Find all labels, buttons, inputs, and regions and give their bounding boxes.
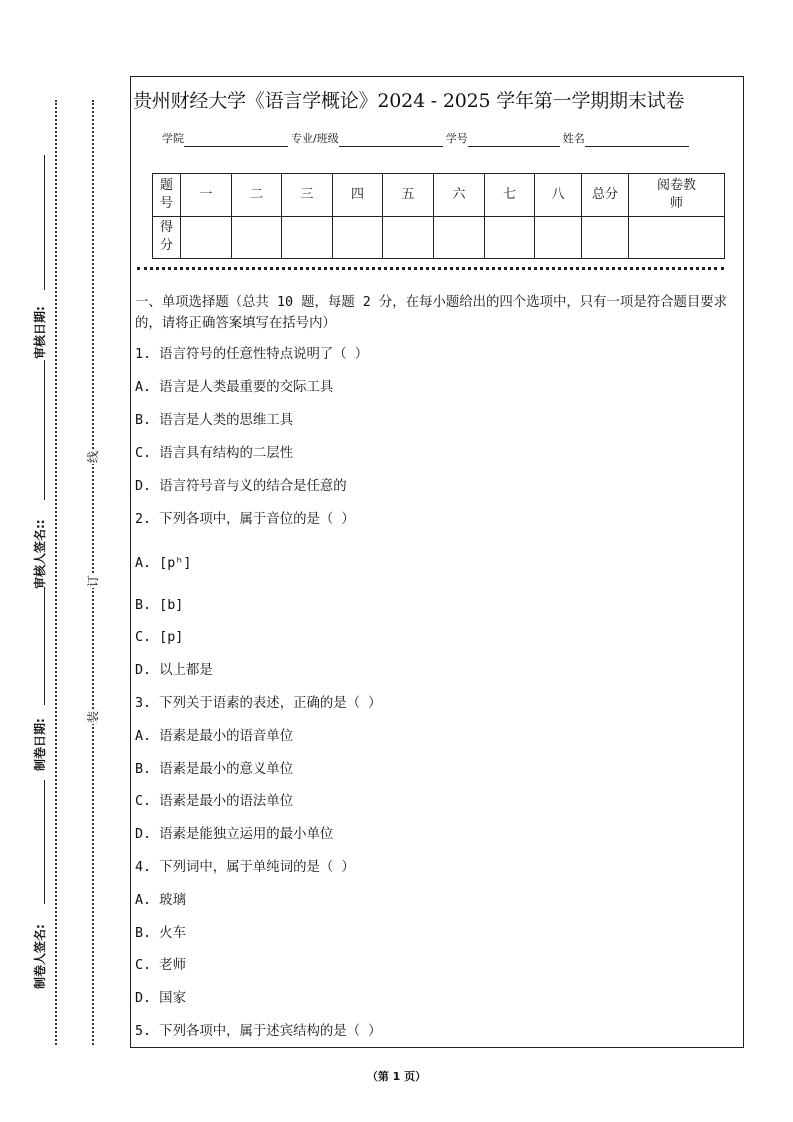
score-col-total: 总分 xyxy=(582,174,629,217)
question-3-option-c: C. 语素是最小的语法单位 xyxy=(135,794,294,809)
score-cell[interactable] xyxy=(629,216,725,259)
question-2-option-c: C. [p] xyxy=(135,630,184,645)
major-class-field[interactable] xyxy=(339,134,443,147)
score-col-5: 五 xyxy=(383,174,434,217)
score-cell[interactable] xyxy=(181,216,232,259)
paper-date-line[interactable] xyxy=(44,587,45,705)
college-label: 学院 xyxy=(162,132,184,145)
question-2-option-d: D. 以上都是 xyxy=(135,663,213,678)
question-2-option-a: A. [pʰ] xyxy=(135,556,192,571)
question-3-option-a: A. 语素是最小的语音单位 xyxy=(135,729,294,744)
question-4-stem: 4. 下列词中，属于单纯词的是（ ） xyxy=(135,860,355,875)
question-4-option-c: C. 老师 xyxy=(135,958,186,973)
student-id-field[interactable] xyxy=(468,134,560,147)
paper-maker-signature-label: 制卷人签名: xyxy=(33,924,47,989)
paper-maker-signature-line[interactable] xyxy=(44,780,45,904)
score-col-1: 一 xyxy=(181,174,232,217)
question-1-option-d: D. 语言符号音与义的结合是任意的 xyxy=(135,479,347,494)
score-table-score-row xyxy=(153,216,725,259)
score-cell[interactable] xyxy=(485,216,535,259)
score-table-row2-label: 得分 xyxy=(153,216,181,259)
college-field[interactable] xyxy=(184,134,288,147)
binding-char-ding: 订 xyxy=(86,575,100,588)
score-cell[interactable] xyxy=(282,216,333,259)
binding-char-zhuang: 装 xyxy=(86,711,100,724)
score-cell[interactable] xyxy=(333,216,383,259)
student-id-label: 学号 xyxy=(445,132,468,145)
score-cell[interactable] xyxy=(232,216,282,259)
score-col-7: 七 xyxy=(485,174,535,217)
binding-dotted-line-outer xyxy=(55,100,57,1045)
score-cell[interactable] xyxy=(582,216,629,259)
score-table-header-row xyxy=(153,174,725,217)
section-separator xyxy=(137,267,724,270)
question-3-stem: 3. 下列关于语素的表述，正确的是（ ） xyxy=(135,696,382,711)
question-5-stem: 5. 下列各项中，属于述宾结构的是（ ） xyxy=(135,1024,382,1039)
question-1-option-b: B. 语言是人类的思维工具 xyxy=(135,413,294,428)
student-info-row xyxy=(162,131,692,147)
question-4-option-b: B. 火车 xyxy=(135,926,186,941)
score-col-2: 二 xyxy=(232,174,282,217)
reviewer-signature-label: 审核人签名:: xyxy=(33,519,47,589)
score-col-8: 八 xyxy=(535,174,582,217)
score-cell[interactable] xyxy=(434,216,485,259)
question-1-option-a: A. 语言是人类最重要的交际工具 xyxy=(135,380,334,395)
question-1-stem: 1. 语言符号的任意性特点说明了（ ） xyxy=(135,347,369,362)
binding-dotted-line-inner xyxy=(92,100,94,1045)
question-4-option-a: A. 玻璃 xyxy=(135,893,186,908)
paper-date-label: 制卷日期: xyxy=(33,718,47,771)
score-col-6: 六 xyxy=(434,174,485,217)
score-table xyxy=(152,173,725,259)
score-table-row1-label: 题号 xyxy=(153,174,181,217)
page-number: （第 1 页） xyxy=(366,1070,427,1083)
score-col-4: 四 xyxy=(333,174,383,217)
review-date-label: 审核日期: xyxy=(33,306,47,359)
score-cell[interactable] xyxy=(383,216,434,259)
score-col-grader: 阅卷教师 xyxy=(629,174,725,217)
review-date-line[interactable] xyxy=(44,155,45,290)
score-col-3: 三 xyxy=(282,174,333,217)
question-3-option-b: B. 语素是最小的意义单位 xyxy=(135,762,294,777)
exam-title: 贵州财经大学《语言学概论》2024 - 2025 学年第一学期期末试卷 xyxy=(133,90,685,112)
question-3-option-d: D. 语素是能独立运用的最小单位 xyxy=(135,827,334,842)
question-1-option-c: C. 语言具有结构的二层性 xyxy=(135,446,294,461)
question-4-option-d: D. 国家 xyxy=(135,991,186,1006)
score-cell[interactable] xyxy=(535,216,582,259)
major-class-label: 专业/班级 xyxy=(291,132,339,145)
reviewer-signature-line[interactable] xyxy=(44,360,45,500)
question-2-stem: 2. 下列各项中，属于音位的是（ ） xyxy=(135,512,355,527)
question-2-option-b: B. [b] xyxy=(135,598,184,613)
section-1-heading: 一、单项选择题（总共 10 题，每题 2 分，在每小题给出的四个选项中，只有一项是符合题目要求的，请将正确答案填写在括号内） xyxy=(135,295,728,331)
binding-char-xian: 线 xyxy=(86,451,100,464)
name-label: 姓名 xyxy=(562,132,585,145)
name-field[interactable] xyxy=(585,134,689,147)
